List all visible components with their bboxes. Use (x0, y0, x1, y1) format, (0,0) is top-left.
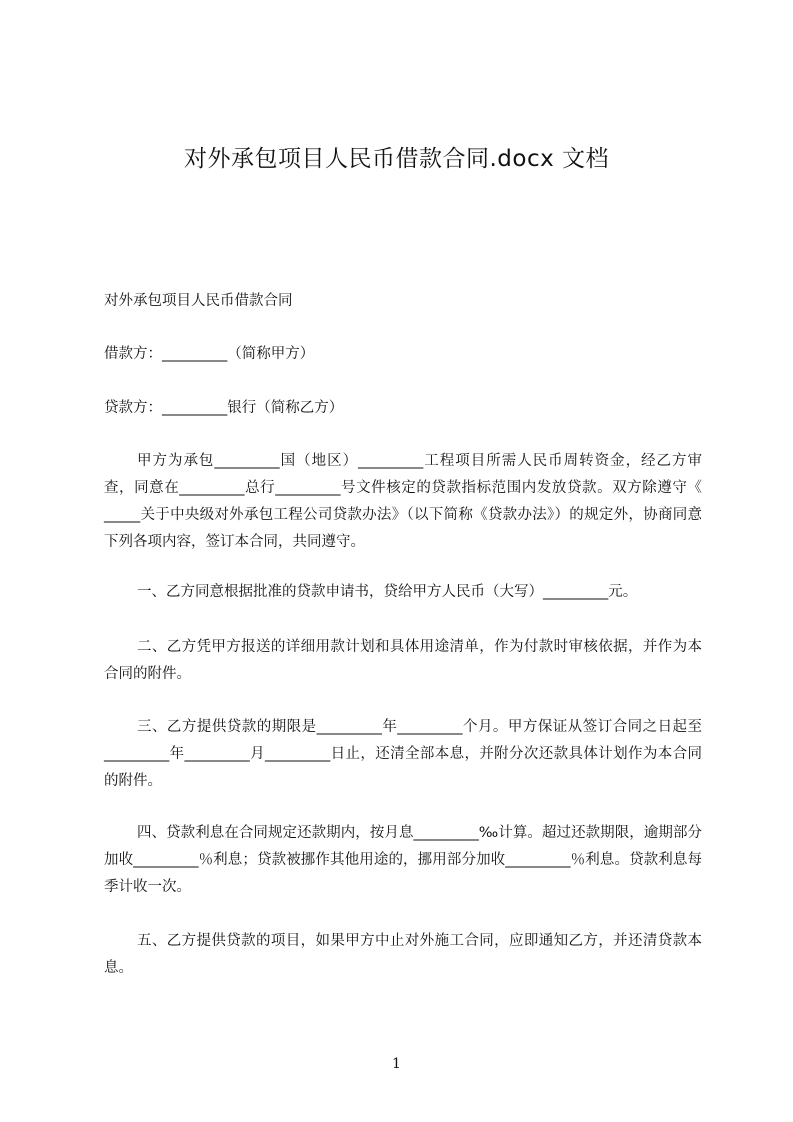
lender-line: 贷款方：_________银行（简称乙方） (104, 400, 344, 416)
clause-3: 三、乙方提供贷款的期限是_________年_________个月。甲方保证从签订合同之日起至_________年_________月_________日止，还清全部本息，并附分次还款具体计划作为本合同的附件。 (104, 719, 702, 789)
document-title: 对外承包项目人民币借款合同.docx 文档 (183, 146, 610, 172)
clause-1: 一、乙方同意根据批准的贷款申请书，贷给甲方人民币（大写）_________元。 (137, 584, 638, 600)
clause-5: 五、乙方提供贷款的项目，如果甲方中止对外施工合同，应即通知乙方，并还清贷款本息。 (104, 933, 702, 976)
borrower-line: 借款方：_________（简称甲方） (104, 346, 315, 362)
clause-4: 四、贷款利息在合同规定还款期内，按月息_________‰计算。超过还款期限，逾期部分加收_________％利息；贷款被挪作其他用途的，挪用部分加收_________％利息。贷款利息每季计收一次。 (104, 825, 702, 895)
clause-2: 二、乙方凭甲方报送的详细用款计划和具体用途清单，作为付款时审核依据，并作为本合同的附件。 (104, 639, 702, 682)
page-number: 1 (392, 1056, 401, 1072)
intro-paragraph: 甲方为承包_________国（地区）_________工程项目所需人民币周转资金，经乙方审查，同意在_________总行_________号文件核定的贷款指标范围内发放贷款。双方除遵守《 _____关于中央级对外承包工程公司贷款办法》（以下简称《贷款办法》）的规定外，协商同意下列各项内容，签订本合同，共同遵守。 (104, 453, 702, 550)
contract-heading: 对外承包项目人民币借款合同 (104, 293, 293, 309)
